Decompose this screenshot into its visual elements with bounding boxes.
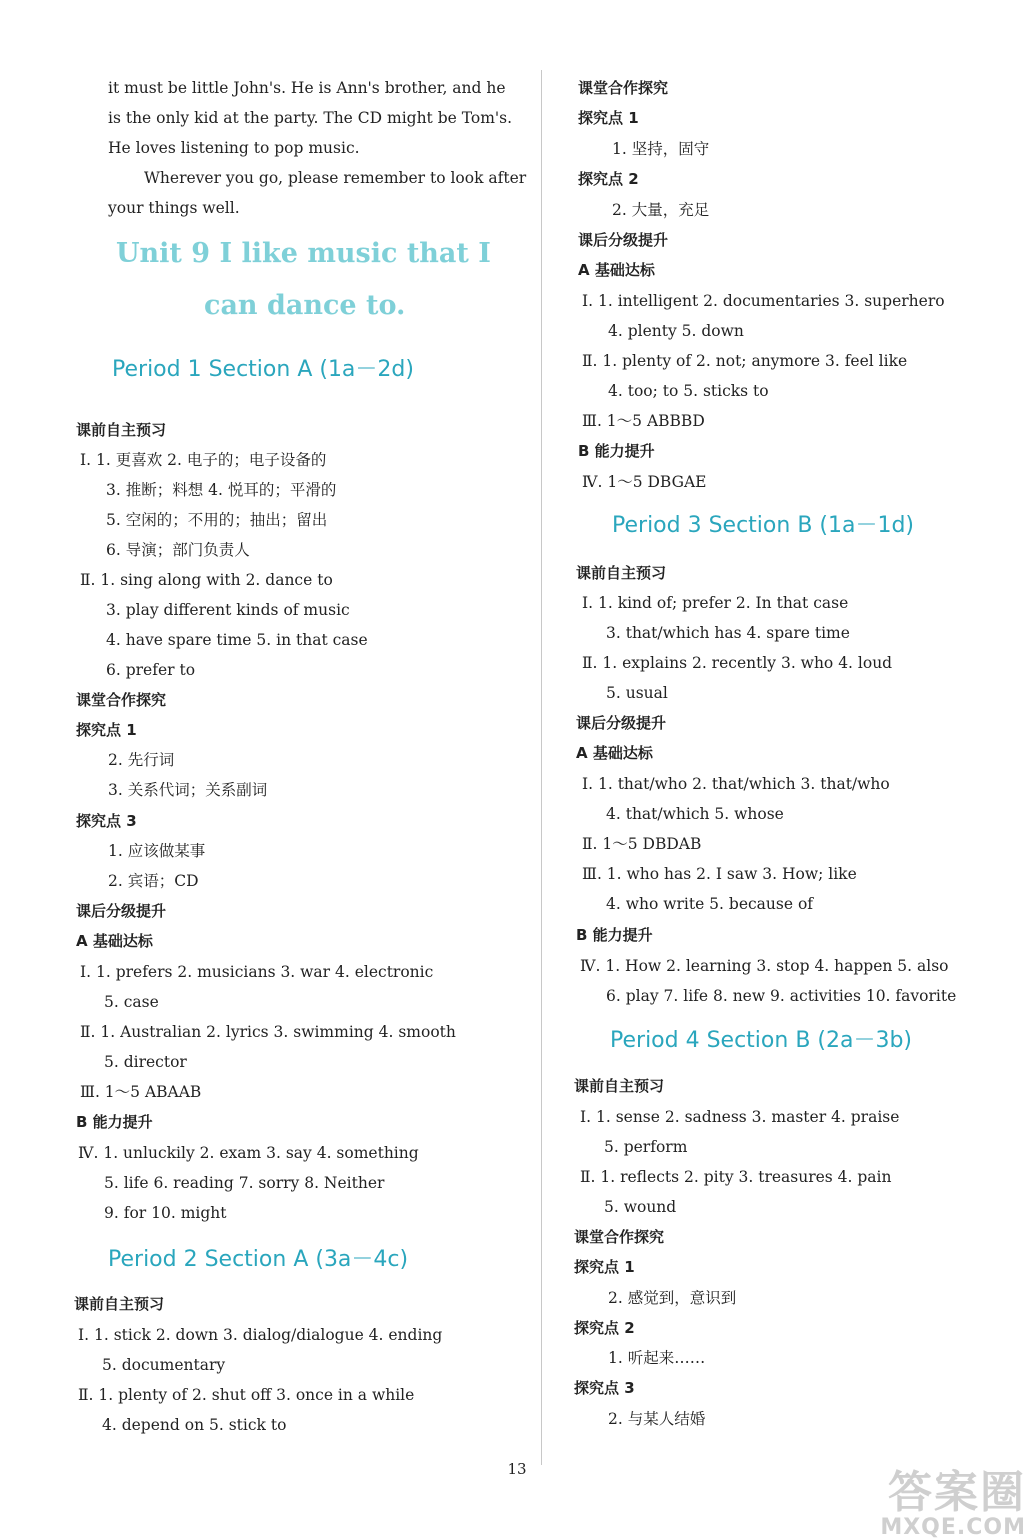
- level-heading: B 能力提升: [576, 926, 653, 944]
- answer-line: Ⅳ. 1. unluckily 2. exam 3. say 4. something: [78, 1144, 419, 1162]
- answer-line: Ⅲ. 1～5 ABAAB: [80, 1083, 202, 1101]
- answer-line: Ⅱ. 1. plenty of 2. not; anymore 3. feel like: [582, 352, 908, 370]
- answer-line: Ⅱ. 1. reflects 2. pity 3. treasures 4. pain: [580, 1168, 892, 1186]
- answer-line: 2. 大量，充足: [612, 201, 710, 219]
- answer-line: 5. 空闲的；不用的；抽出；留出: [106, 511, 328, 529]
- point-heading: 探究点 2: [574, 1319, 635, 1337]
- point-heading: 探究点 1: [574, 1258, 635, 1276]
- watermark-logo: [880, 1467, 1026, 1540]
- point-heading: 探究点 2: [578, 170, 639, 188]
- answer-line: 5. case: [104, 993, 159, 1011]
- answer-line: Ⅰ. 1. intelligent 2. documentaries 3. superhero: [582, 292, 945, 310]
- intro-line: He loves listening to pop music.: [108, 139, 360, 157]
- point-heading: 探究点 3: [76, 812, 137, 830]
- answer-line: Ⅳ. 1～5 DBGAE: [582, 473, 707, 491]
- section-heading: 课后分级提升: [578, 231, 669, 249]
- answer-line: 2. 先行词: [108, 751, 175, 769]
- answer-line: 4. too; to 5. sticks to: [608, 382, 769, 400]
- answer-line: 1. 应该做某事: [108, 842, 206, 860]
- point-heading: 探究点 3: [574, 1379, 635, 1397]
- level-heading: A 基础达标: [576, 744, 653, 762]
- intro-line: is the only kid at the party. The CD might be Tom's.: [108, 109, 513, 127]
- answer-line: 3. 推断；料想 4. 悦耳的；平滑的: [106, 481, 337, 499]
- answer-line: 5. life 6. reading 7. sorry 8. Neither: [104, 1174, 385, 1192]
- page-number: 13: [507, 1460, 527, 1478]
- answer-line: 9. for 10. might: [104, 1204, 227, 1222]
- level-heading: A 基础达标: [76, 932, 153, 950]
- answer-line: 6. 导演；部门负责人: [106, 541, 250, 559]
- answer-line: 3. 关系代词；关系副词: [108, 781, 268, 799]
- section-heading: 课前自主预习: [574, 1077, 665, 1095]
- answer-line: Ⅱ. 1～5 DBDAB: [582, 835, 702, 853]
- answer-line: 1. 坚持，固守: [612, 140, 710, 158]
- section-heading: 课后分级提升: [576, 714, 667, 732]
- answer-line: Ⅱ. 1. explains 2. recently 3. who 4. loud: [582, 654, 893, 672]
- answer-line: 3. play different kinds of music: [106, 601, 350, 619]
- answer-line: 5. wound: [604, 1198, 677, 1216]
- answer-line: Ⅰ. 1. stick 2. down 3. dialog/dialogue 4. ending: [78, 1326, 443, 1344]
- answer-line: 3. that/which has 4. spare time: [606, 624, 850, 642]
- level-heading: B 能力提升: [76, 1113, 153, 1131]
- period-1-title: Period 1 Section A (1a－2d): [112, 357, 414, 382]
- answer-line: 2. 宾语；CD: [108, 872, 199, 890]
- section-heading: 课前自主预习: [76, 421, 167, 439]
- answer-line: 2. 感觉到，意识到: [608, 1289, 737, 1307]
- answer-line: Ⅱ. 1. Australian 2. lyrics 3. swimming 4. smooth: [80, 1023, 456, 1041]
- answer-line: 4. plenty 5. down: [608, 322, 744, 340]
- answer-line: 5. documentary: [102, 1356, 226, 1374]
- answer-line: Ⅰ. 1. that/who 2. that/which 3. that/who: [582, 775, 890, 793]
- period-3-title: Period 3 Section B (1a－1d): [612, 513, 915, 538]
- answer-line: Ⅲ. 1. who has 2. I saw 3. How; like: [582, 865, 857, 883]
- answer-line: Ⅳ. 1. How 2. learning 3. stop 4. happen 5. also: [580, 957, 949, 975]
- watermark-title: 答案圈: [888, 1467, 1026, 1518]
- period-4-title: Period 4 Section B (2a－3b): [610, 1028, 913, 1053]
- section-heading: 课后分级提升: [76, 902, 167, 920]
- answer-line: 4. that/which 5. whose: [606, 805, 784, 823]
- watermark-url: MXQE.COM: [880, 1515, 1026, 1540]
- answer-line: 4. who write 5. because of: [606, 895, 814, 913]
- answer-line: Ⅱ. 1. plenty of 2. shut off 3. once in a while: [78, 1386, 415, 1404]
- level-heading: B 能力提升: [578, 442, 655, 460]
- answer-line: 5. perform: [604, 1138, 688, 1156]
- answer-line: 5. usual: [606, 684, 668, 702]
- column-divider: [541, 70, 542, 1465]
- section-heading: 课前自主预习: [576, 564, 667, 582]
- point-heading: 探究点 1: [578, 109, 639, 127]
- level-heading: A 基础达标: [578, 261, 655, 279]
- intro-line: Wherever you go, please remember to look after: [144, 169, 527, 187]
- answer-line: Ⅰ. 1. prefers 2. musicians 3. war 4. electronic: [80, 963, 434, 981]
- answer-line: 4. have spare time 5. in that case: [106, 631, 368, 649]
- section-heading: 课前自主预习: [74, 1295, 165, 1313]
- period-2-title: Period 2 Section A (3a－4c): [108, 1247, 409, 1272]
- answer-line: Ⅰ. 1. kind of; prefer 2. In that case: [582, 594, 849, 612]
- answer-line: Ⅲ. 1～5 ABBBD: [582, 412, 705, 430]
- answer-line: 1. 听起来……: [608, 1349, 706, 1367]
- answer-line: Ⅱ. 1. sing along with 2. dance to: [80, 571, 333, 589]
- intro-line: it must be little John's. He is Ann's brother, and he: [108, 79, 506, 97]
- section-heading: 课堂合作探究: [578, 79, 669, 97]
- answer-line: 2. 与某人结婚: [608, 1410, 706, 1428]
- answer-line: Ⅰ. 1. 更喜欢 2. 电子的；电子设备的: [80, 451, 327, 469]
- point-heading: 探究点 1: [76, 721, 137, 739]
- answer-line: 6. play 7. life 8. new 9. activities 10. favorite: [606, 987, 957, 1005]
- section-heading: 课堂合作探究: [574, 1228, 665, 1246]
- section-heading: 课堂合作探究: [76, 691, 167, 709]
- unit-title-continued: can dance to.: [204, 290, 406, 321]
- answer-line: 5. director: [104, 1053, 187, 1071]
- answer-line: Ⅰ. 1. sense 2. sadness 3. master 4. praise: [580, 1108, 900, 1126]
- unit-title: Unit 9 I like music that I: [116, 238, 491, 269]
- answer-line: 4. depend on 5. stick to: [102, 1416, 287, 1434]
- answer-line: 6. prefer to: [106, 661, 196, 679]
- intro-line: your things well.: [108, 199, 240, 217]
